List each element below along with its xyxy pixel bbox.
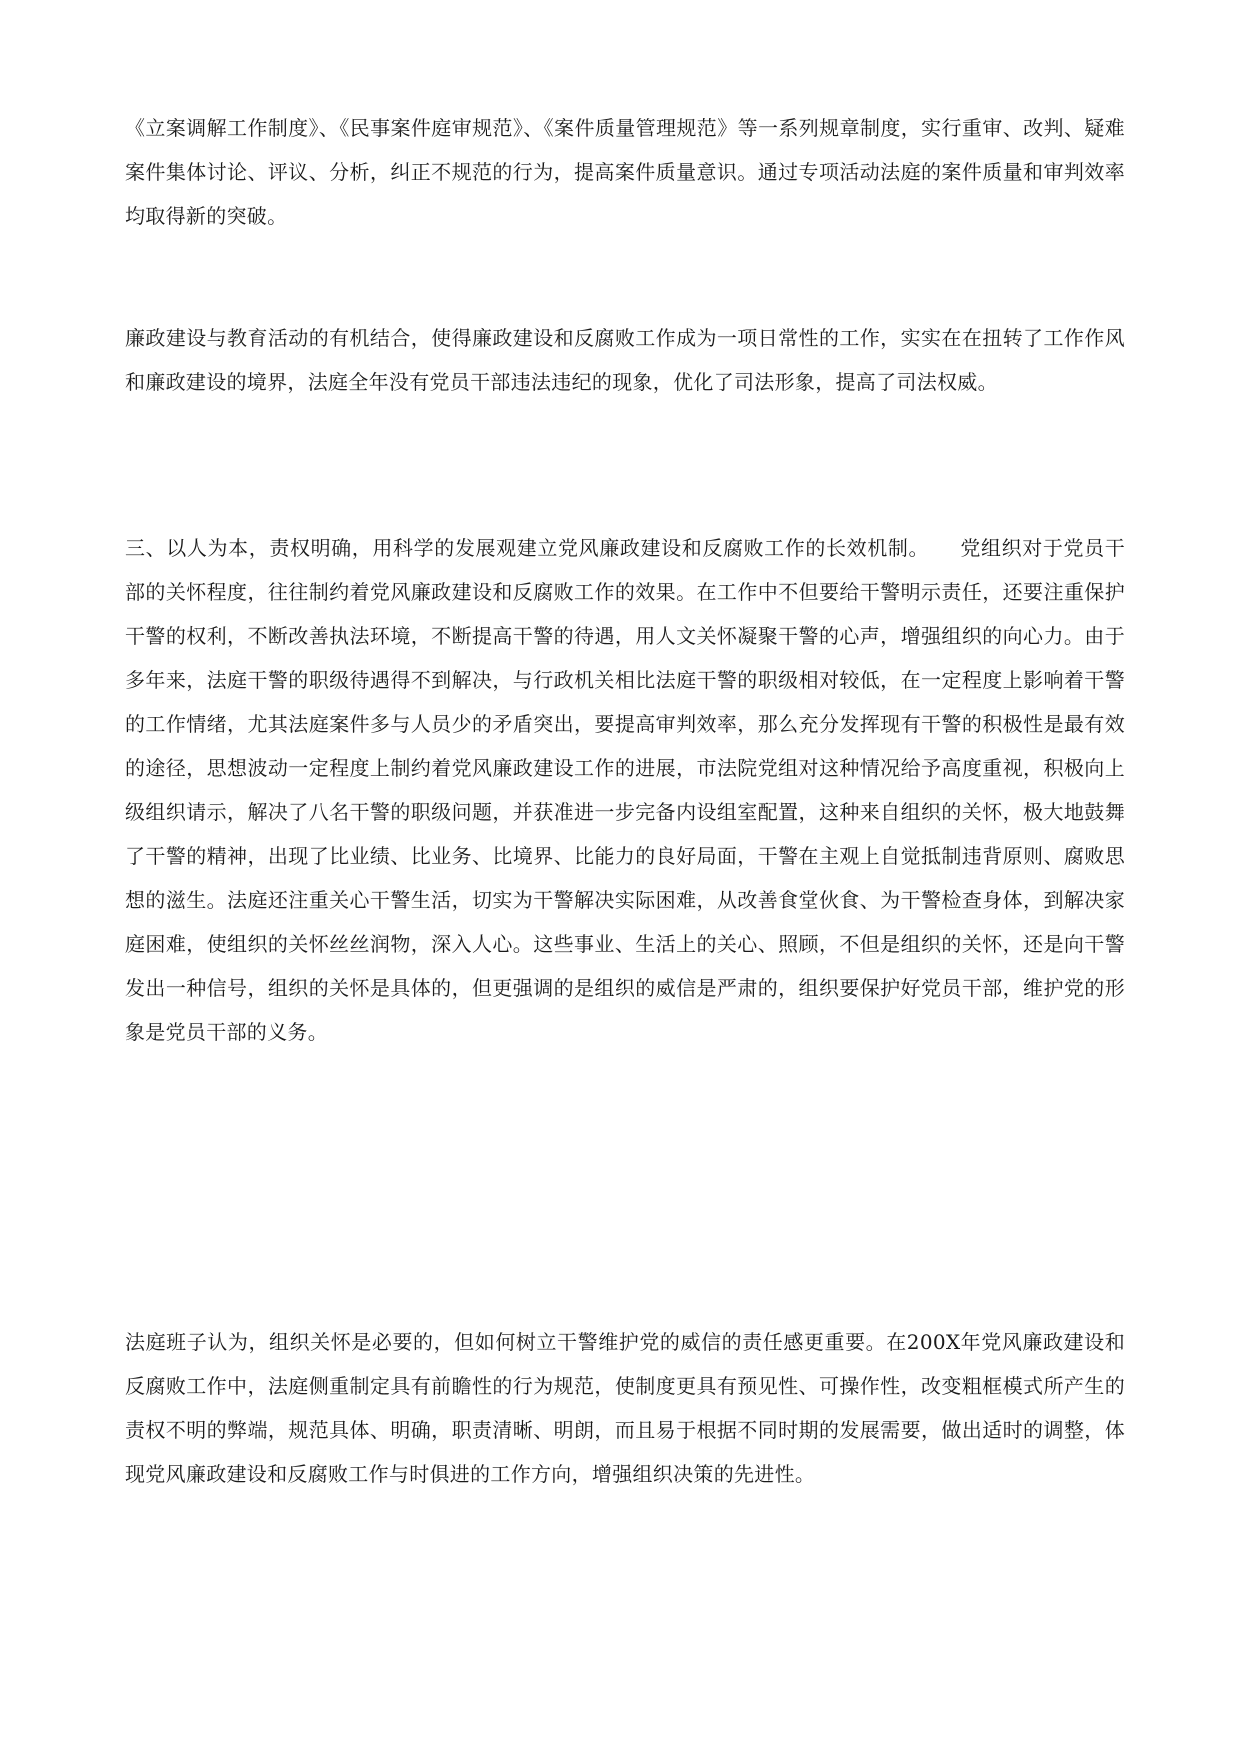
paragraph-section-three: 三、以人为本，责权明确，用科学的发展观建立党风廉政建设和反腐败工作的长效机制。 党组织对于党员干部的关怀程度，往往制约着党风廉政建设和反腐败工作的效果。在工作中不但要给干警明示责任，还要注重保护干警的权利，不断改善执法环境，不断提高干警的待遇，用人文关怀凝聚干警的心声，增强组织的向心力。由于多年来，法庭干警的职级待遇得不到解决，与行政机关相比法庭干警的职级相对较低，在一定程度上影响着干警的工作情绪，尤其法庭案件多与人员少的矛盾突出，要提高审判效率，那么充分发挥现有干警的积极性是最有效的途径，思想波动一定程度上制约着党风廉政建设工作的进展，市法院党组对这种情况给予高度重视，积极向上级组织请示，解决了八名干警的职级问题，并获准进一步完备内设组室配置，这种来自组织的关怀，极大地鼓舞了干警的精神，出现了比业绩、比业务、比境界、比能力的良好局面，干警在主观上自觉抵制违背原则、腐败思想的滋生。法庭还注重关心干警生活，切实为干警解决实际困难，从改善食堂伙食、为干警检查身体，到解决家庭困难，使组织的关怀丝丝润物，深入人心。这些事业、生活上的关心、照顾，不但是组织的关怀，还是向干警发出一种信号，组织的关怀是具体的，但更强调的是组织的威信是严肃的，组织要保护好党员干部，维护党的形象是党员干部的义务。 xyxy=(125,536,1125,1044)
paragraph-team-view: 法庭班子认为，组织关怀是必要的，但如何树立干警维护党的威信的责任感更重要。在200X年党风廉政建设和反腐败工作中，法庭侧重制定具有前瞻性的行为规范，使制度更具有预见性、可操作性，改变粗框模式所产生的责权不明的弊端，规范具体、明确，职责清晰、明朗，而且易于根据不同时期的发展需要，做出适时的调整，体现党风廉政建设和反腐败工作与时俱进的工作方向，增强组织决策的先进性。 xyxy=(125,1330,1125,1486)
paragraph-integrity-education: 廉政建设与教育活动的有机结合，使得廉政建设和反腐败工作成为一项日常性的工作，实实在在扭转了工作作风和廉政建设的境界，法庭全年没有党员干部违法违纪的现象，优化了司法形象，提高了司法权威。 xyxy=(125,326,1125,394)
paragraph-regulations: 《立案调解工作制度》、《民事案件庭审规范》、《案件质量管理规范》等一系列规章制度，实行重审、改判、疑难案件集体讨论、评议、分析，纠正不规范的行为，提高案件质量意识。通过专项活动法庭的案件质量和审判效率均取得新的突破。 xyxy=(125,116,1125,228)
